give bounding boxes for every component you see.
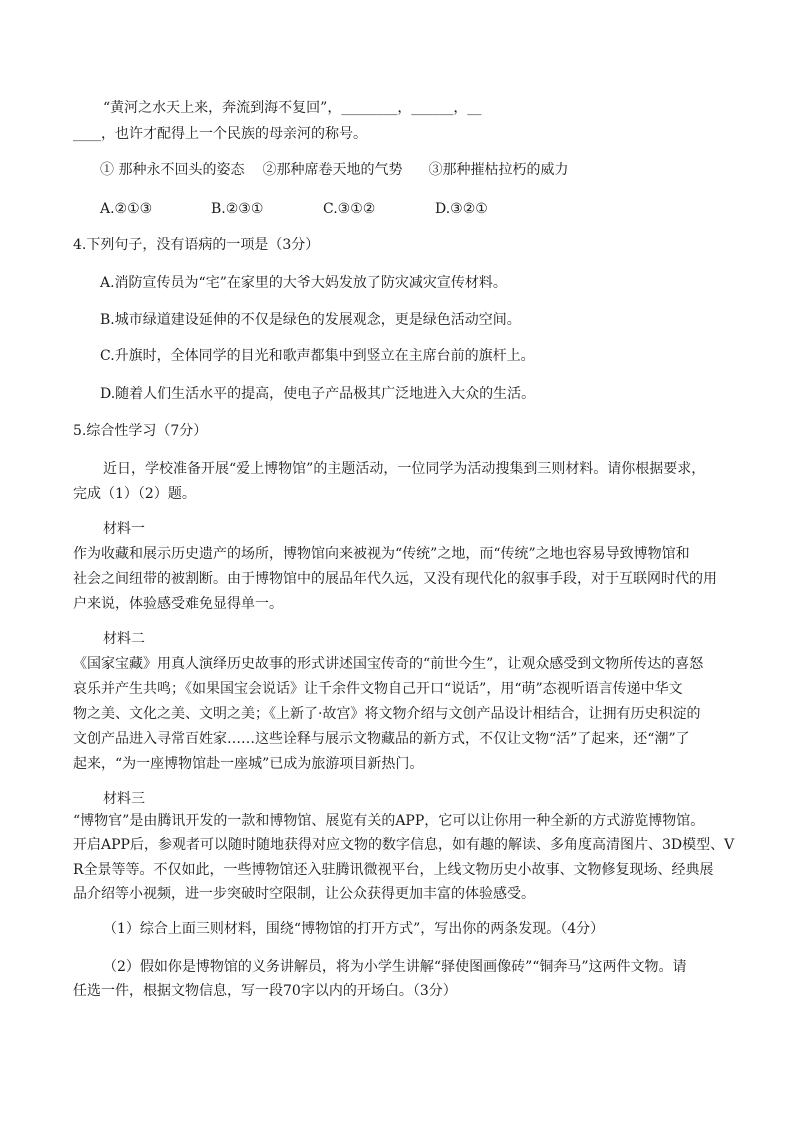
material-1-line: 作为收藏和展示历史遗产的场所，博物馆向来被视为“传统”之地，而“传统”之地也容易导致博物馆和 xyxy=(73,546,690,562)
material-1-line: 户来说，体验感受难免显得单一。 xyxy=(73,596,283,612)
q3-phrase-2: ②那种席卷天地的气势 xyxy=(262,162,403,178)
q5-subquestion-1: （1）综合上面三则材料，围绕“博物馆的打开方式”，写出你的两条发现。（4分） xyxy=(103,921,605,937)
q3-choice-b: B.②③① xyxy=(211,201,264,217)
material-3-line: “博物官”是由腾讯开发的一款和博物馆、展览有关的APP，它可以让你用一种全新的方式游览博物馆。 xyxy=(73,813,705,829)
material-2-line: 《国家宝藏》用真人演绎历史故事的形式讲述国宝传奇的“前世今生”，让观众感受到文物所传达的喜怒 xyxy=(73,656,704,672)
q5-intro-2: 完成（1）（2）题。 xyxy=(73,486,196,502)
q3-phrase-1: ① 那种永不回头的姿态 xyxy=(100,162,245,178)
material-3-line: 品介绍等小视频，进一步突破时空限制，让公众获得更加丰富的体验感受。 xyxy=(73,886,535,902)
q4-option-d: D.随着人们生活水平的提高，使电子产品极其广泛地进入大众的生活。 xyxy=(100,386,536,402)
q4-option-a: A.消防宣传员为“宅”在家里的大爷大妈发放了防灾减灾宣传材料。 xyxy=(100,275,507,291)
q3-choice-a: A.②①③ xyxy=(100,201,153,217)
q3-line-2: ____，也许才配得上一个民族的母亲河的称号。 xyxy=(73,126,367,142)
q5-subquestion-2-line-1: （2）假如你是博物馆的义务讲解员，将为小学生讲解“驿使图画像砖”“铜奔马”这两件文物。请 xyxy=(103,959,687,975)
q4-option-b: B.城市绿道建设延伸的不仅是绿色的发展观念，更是绿色活动空间。 xyxy=(100,312,521,328)
material-2-line: 物之美、文化之美、文明之美；《上新了·故宫》将文物介绍与文创产品设计相结合，让拥有历史积淀的 xyxy=(73,706,701,722)
q5-intro-1: 近日，学校准备开展“爱上博物馆”的主题活动，一位同学为活动搜集到三则材料。请你根据要求， xyxy=(103,461,706,477)
material-2-line: 起来，“为一座博物馆赴一座城”已成为旅游项目新热门。 xyxy=(73,756,424,772)
q5-stem: 5.综合性学习（7分） xyxy=(73,423,208,439)
material-3-line: 开启APP后，参观者可以随时随地获得对应文物的数字信息，如有趣的解读、多角度高清图片、3D模型、V xyxy=(73,837,735,853)
material-1-title: 材料一 xyxy=(103,521,145,537)
material-2-title: 材料二 xyxy=(103,631,145,647)
material-2-line: 哀乐并产生共鸣；《如果国宝会说话》让千余件文物自己开口“说话”，用“萌”态视听语言传递中华文 xyxy=(73,681,683,697)
q3-choice-c: C.③①② xyxy=(323,201,376,217)
material-2-line: 文创产品进入寻常百姓家……这些诠释与展示文物藏品的新方式，不仅让文物“活”了起来，还“潮”了 xyxy=(73,731,690,747)
q3-phrases xyxy=(100,161,568,179)
material-3-title: 材料三 xyxy=(103,791,145,807)
material-1-line: 社会之间纽带的被割断。由于博物馆中的展品年代久远，又没有现代化的叙事手段，对于互联网时代的用 xyxy=(73,571,717,587)
q3-phrase-3: ③那种摧枯拉朽的威力 xyxy=(428,162,569,178)
q4-option-c: C.升旗时，全体同学的目光和歌声都集中到竖立在主席台前的旗杆上。 xyxy=(100,348,535,364)
material-3-line: R全景等等。不仅如此，一些博物馆还入驻腾讯微视平台，上线文物历史小故事、文物修复现场、经典展 xyxy=(73,862,714,878)
q3-line-1: “黄河之水天上来，奔流到海不复回”，________，______，__ xyxy=(103,100,482,116)
q3-choice-d: D.③②① xyxy=(435,201,488,217)
q5-subquestion-2-line-2: 任选一件，根据文物信息，写一段70字以内的开场白。（3分） xyxy=(73,983,457,999)
q4-stem: 4.下列句子，没有语病的一项是（3分） xyxy=(73,237,320,253)
